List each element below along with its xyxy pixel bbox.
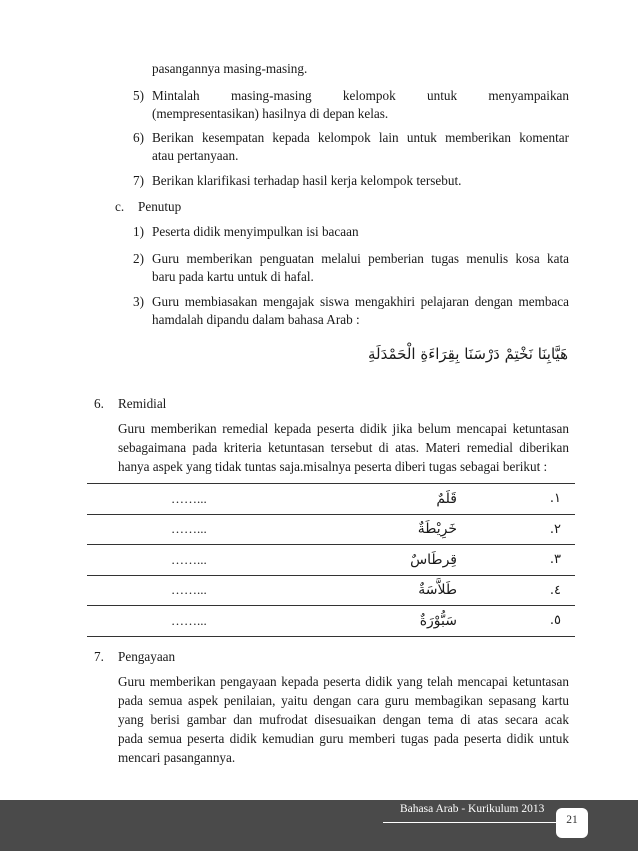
list-text-line: Peserta didik menyimpulkan isi bacaan xyxy=(152,224,359,239)
list-text-line: hamdalah dipandu dalam bahasa Arab : xyxy=(152,312,360,327)
section-heading: Penutup xyxy=(138,199,182,214)
list-item-number: 6) xyxy=(133,130,144,145)
answer-blank: ……... xyxy=(87,484,307,515)
remidial-heading: Remidial xyxy=(118,396,167,411)
arabic-word: قِرطَاسٌ xyxy=(307,545,497,576)
arabic-word: قَلَمٌ xyxy=(307,484,497,515)
answer-blank: ……... xyxy=(87,514,307,545)
table-row xyxy=(87,545,575,576)
table-row xyxy=(87,575,575,606)
list-text-line: Berikan kesempatan kepada kelompok lain untuk memberikan komentar xyxy=(152,130,569,145)
row-number: ٤. xyxy=(497,575,575,606)
pengayaan-text-line: Guru memberikan pengayaan kepada peserta didik yang telah mencapai ketuntasan xyxy=(118,674,569,689)
list-item-number: 1) xyxy=(133,224,144,239)
list-item-number: 2) xyxy=(133,251,144,266)
arabic-word: خَرِيْطَةٌ xyxy=(307,514,497,545)
remidial-text-line: hanya aspek yang tidak tuntas saja.misalnya peserta diberi tugas sebagai berikut : xyxy=(118,459,548,474)
list-text-line: Guru memberikan penguatan melalui pemberian tugas menulis kosa kata xyxy=(152,251,569,266)
list-item-number: 5) xyxy=(133,88,144,103)
arabic-word: سَبُّوْرَةٌ xyxy=(307,606,497,637)
pengayaan-heading: Pengayaan xyxy=(118,649,176,664)
pengayaan-text-line: yang berisi gambar dan mufrodat disesuaikan dengan tema di atas secara acak xyxy=(118,712,569,727)
footer-divider xyxy=(383,822,556,823)
pengayaan-text-line: mencari pasangannya. xyxy=(118,750,236,765)
answer-blank: ……... xyxy=(87,606,307,637)
list-text-line: Berikan klarifikasi terhadap hasil kerja kelompok tersebut. xyxy=(152,173,462,188)
footer-book-title: Bahasa Arab - Kurikulum 2013 xyxy=(400,803,545,815)
list-text-line: Mintalah masing-masing kelompok untuk menyampaikan xyxy=(152,88,569,103)
list-item-number: 3) xyxy=(133,294,144,309)
section-number: 7. xyxy=(94,649,104,664)
arabic-word: طَلاَّسَةٌ xyxy=(307,575,497,606)
remidial-text-line: sebagaimana pada kriteria ketuntasan tersebut di atas. Materi remedial diberikan xyxy=(118,440,569,455)
list-text-line: (mempresentasikan) hasilnya di depan kelas. xyxy=(152,106,389,121)
section-letter: c. xyxy=(115,199,125,214)
remidial-text-line: Guru memberikan remedial kepada peserta didik jika belum mencapai ketuntasan xyxy=(118,421,569,436)
list-text-line: atau pertanyaan. xyxy=(152,148,239,163)
row-number: ٣. xyxy=(497,545,575,576)
list-text-line: Guru membiasakan mengajak siswa mengakhiri pelajaran dengan membaca xyxy=(152,294,569,309)
table-row xyxy=(87,484,575,515)
list-text-line: pasangannya masing-masing. xyxy=(152,61,308,76)
vocabulary-table xyxy=(87,483,575,637)
list-item-number: 7) xyxy=(133,173,144,188)
row-number: ٢. xyxy=(497,514,575,545)
row-number: ٥. xyxy=(497,606,575,637)
table-row xyxy=(87,606,575,637)
table-row xyxy=(87,514,575,545)
section-number: 6. xyxy=(94,396,104,411)
answer-blank: ……... xyxy=(87,545,307,576)
answer-blank: ……... xyxy=(87,575,307,606)
pengayaan-text-line: pada semua aspek penilaian, yaitu dengan cara guru membagikan sepasang kartu xyxy=(118,693,569,708)
arabic-closing-phrase: هَيَّابِنَا نَخْتِمْ دَرْسَنَا بِقِرَاءَةِ الْحَمْدَلَةِ xyxy=(367,345,568,363)
list-text-line: baru pada kartu untuk di hafal. xyxy=(152,269,314,284)
row-number: ١. xyxy=(497,484,575,515)
page-number: 21 xyxy=(566,814,578,826)
pengayaan-text-line: pada semua peserta didik kemudian guru memberi tugas pada peserta didik untuk xyxy=(118,731,569,746)
